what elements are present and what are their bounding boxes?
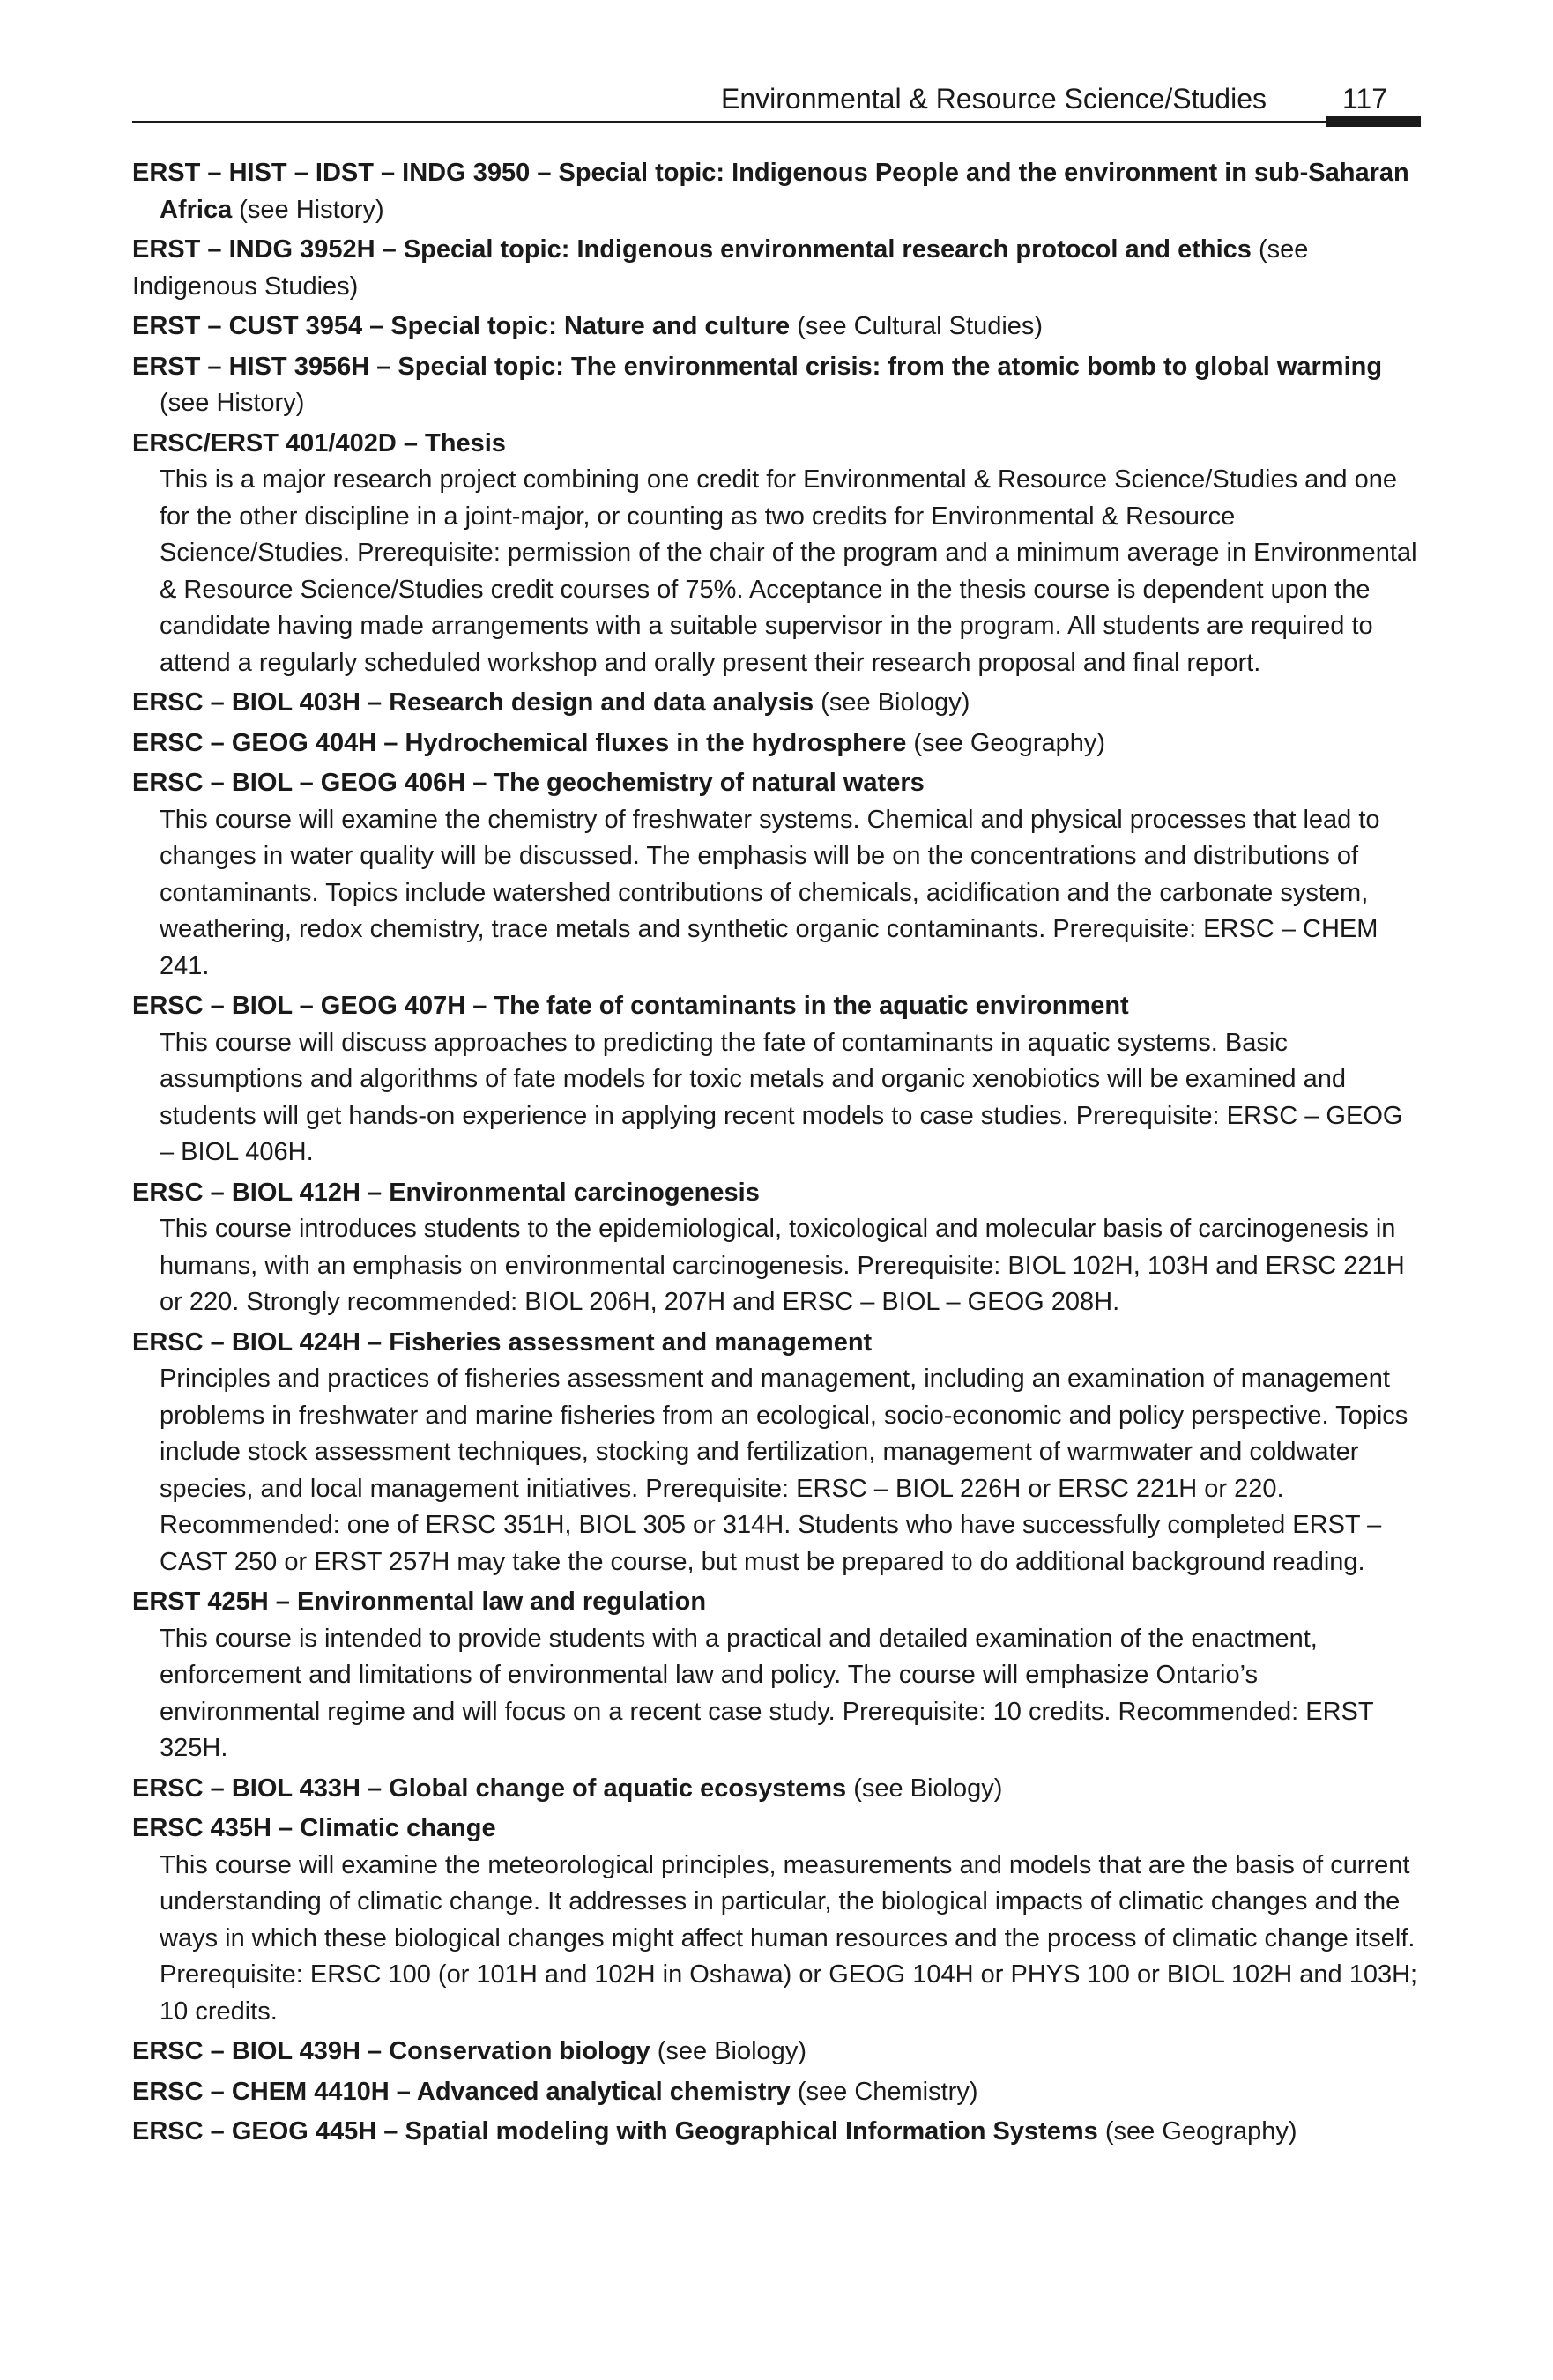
page-number: 117 bbox=[1341, 83, 1387, 115]
course-reference: (see Biology) bbox=[814, 688, 970, 717]
course-reference: (see Chemistry) bbox=[790, 2077, 978, 2106]
course-title: ERST – HIST – IDST – INDG 3950 – Special topic: Indigenous People and the environment in sub-Saharan Africa bbox=[132, 159, 1409, 224]
course-description: This is a major research project combining one credit for Environmental & Resource Science/Studies and one for the other discipline in a joint-major, or counting as two credits for Environmental & Resource Science/Studies. Prerequisite: permission of the chair of the program and a minimum average in Environmental & Resource Science/Studies credit courses of 75%. Acceptance in the thesis course is dependent upon the candidate having made arrangements with a suitable supervisor in the program. All students are required to attend a regularly scheduled workshop and orally present their research proposal and final report. bbox=[160, 465, 1417, 677]
course-reference: (see Indigenous Studies) bbox=[132, 235, 1309, 301]
course-heading bbox=[132, 988, 1421, 1025]
course-entry bbox=[132, 426, 1421, 682]
course-heading bbox=[132, 309, 1421, 346]
course-entry bbox=[132, 1811, 1421, 2030]
course-heading bbox=[132, 685, 1421, 722]
course-reference: (see Cultural Studies) bbox=[790, 312, 1044, 340]
course-title: ERSC – BIOL – GEOG 407H – The fate of contaminants in the aquatic environment bbox=[132, 992, 1129, 1020]
course-title: ERST – INDG 3952H – Special topic: Indigenous environmental research protocol and ethics bbox=[132, 235, 1252, 264]
course-description: This course will examine the chemistry of freshwater systems. Chemical and physical processes that lead to changes in water quality will be discussed. The emphasis will be on the concentrations and distributions of contaminants. Topics include watershed contributions of chemicals, acidification and the carbonate system, weathering, redox chemistry, trace metals and synthetic organic contaminants. Prerequisite: ERSC – CHEM 241. bbox=[160, 805, 1380, 980]
course-heading bbox=[132, 2074, 1421, 2111]
course-heading bbox=[132, 1584, 1421, 1621]
course-title: ERSC – CHEM 4410H – Advanced analytical chemistry bbox=[132, 2077, 791, 2106]
course-heading bbox=[132, 349, 1421, 422]
course-title: ERSC – BIOL 433H – Global change of aquatic ecosystems bbox=[132, 1774, 847, 1803]
course-entry bbox=[132, 1584, 1421, 1767]
course-listing bbox=[132, 155, 1421, 2154]
course-entry bbox=[132, 1771, 1421, 1808]
course-title: ERSC – GEOG 445H – Spatial modeling with Geographical Information Systems bbox=[132, 2117, 1098, 2146]
course-heading bbox=[132, 426, 1421, 463]
course-title: ERSC – BIOL 412H – Environmental carcinogenesis bbox=[132, 1178, 760, 1207]
course-reference: (see Biology) bbox=[650, 2037, 806, 2065]
course-title: ERST – HIST 3956H – Special topic: The environmental crisis: from the atomic bomb to global warming bbox=[132, 352, 1383, 381]
course-entry bbox=[132, 349, 1421, 422]
course-description: This course introduces students to the epidemiological, toxicological and molecular basis of carcinogenesis in humans, with an emphasis on environmental carcinogenesis. Prerequisite: BIOL 102H, 103H and ERSC 221H or 220. Strongly recommended: BIOL 206H, 207H and ERSC – BIOL – GEOG 208H. bbox=[160, 1215, 1405, 1316]
course-heading bbox=[132, 1771, 1421, 1808]
course-description: This course will examine the meteorological principles, measurements and models that are the basis of current understanding of climatic change. It addresses in particular, the biological impacts of climatic changes and the ways in which these biological changes might affect human resources and the process of climatic change itself. Prerequisite: ERSC 100 (or 101H and 102H in Oshawa) or GEOG 104H or PHYS 100 or BIOL 102H and 103H; 10 credits. bbox=[160, 1850, 1418, 2026]
course-description: This course will discuss approaches to predicting the fate of contaminants in aquatic systems. Basic assumptions and algorithms of fate models for toxic metals and organic xenobiotics will be examined and students will get hands-on experience in applying recent models to case studies. Prerequisite: ERSC – GEOG – BIOL 406H. bbox=[160, 1028, 1403, 1166]
course-entry bbox=[132, 725, 1421, 762]
course-title: ERSC – BIOL – GEOG 406H – The geochemistry of natural waters bbox=[132, 769, 925, 797]
course-description: This course is intended to provide students with a practical and detailed examination of the enactment, enforcement and limitations of environmental law and policy. The course will emphasize Ontario’s environmental regime and will focus on a recent case study. Prerequisite: 10 credits. Recommended: ERST 325H. bbox=[160, 1624, 1374, 1762]
course-heading bbox=[132, 155, 1421, 228]
course-heading bbox=[132, 2114, 1421, 2151]
course-title: ERSC 435H – Climatic change bbox=[132, 1814, 496, 1842]
course-entry bbox=[132, 2074, 1421, 2111]
header-bar bbox=[1326, 116, 1421, 127]
course-title: ERSC – BIOL 403H – Research design and data analysis bbox=[132, 688, 814, 717]
course-title: ERSC – BIOL 424H – Fisheries assessment and management bbox=[132, 1328, 873, 1357]
course-reference: (see Biology) bbox=[846, 1774, 1003, 1803]
course-entry bbox=[132, 232, 1421, 305]
course-reference: (see Geography) bbox=[1097, 2117, 1297, 2146]
course-heading bbox=[132, 232, 1421, 305]
course-heading bbox=[132, 2034, 1421, 2071]
course-entry bbox=[132, 1325, 1421, 1581]
course-entry bbox=[132, 765, 1421, 985]
course-entry bbox=[132, 2114, 1421, 2151]
running-title: Environmental & Resource Science/Studies bbox=[721, 83, 1267, 115]
course-heading bbox=[132, 765, 1421, 802]
header-rule bbox=[132, 121, 1421, 123]
course-heading bbox=[132, 725, 1421, 762]
course-description: Principles and practices of fisheries assessment and management, including an examination of management problems in freshwater and marine fisheries from an ecological, socio-economic and policy perspective. Topics include stock assessment techniques, stocking and fertilization, management of warmwater and coldwater species, and local management initiatives. Prerequisite: ERSC – BIOL 226H or ERSC 221H or 220. Recommended: one of ERSC 351H, BIOL 305 or 314H. Students who have successfully completed ERST – CAST 250 or ERST 257H may take the course, but must be prepared to do additional background reading. bbox=[160, 1365, 1408, 1576]
course-heading bbox=[132, 1325, 1421, 1362]
course-reference: (see History) bbox=[160, 389, 305, 417]
course-entry bbox=[132, 309, 1421, 346]
course-title: ERSC – BIOL 439H – Conservation biology bbox=[132, 2037, 650, 2065]
course-heading bbox=[132, 1175, 1421, 1212]
course-title: ERSC/ERST 401/402D – Thesis bbox=[132, 428, 506, 457]
course-reference: (see History) bbox=[232, 195, 384, 224]
course-title: ERSC – GEOG 404H – Hydrochemical fluxes in the hydrosphere bbox=[132, 728, 907, 757]
course-entry bbox=[132, 685, 1421, 722]
course-entry bbox=[132, 2034, 1421, 2071]
course-entry bbox=[132, 988, 1421, 1171]
course-title: ERST 425H – Environmental law and regulation bbox=[132, 1588, 707, 1616]
course-title: ERST – CUST 3954 – Special topic: Nature and culture bbox=[132, 312, 791, 340]
course-heading bbox=[132, 1811, 1421, 1848]
course-entry bbox=[132, 155, 1421, 228]
course-entry bbox=[132, 1175, 1421, 1321]
course-reference: (see Geography) bbox=[906, 728, 1106, 757]
page-header bbox=[132, 74, 1421, 123]
